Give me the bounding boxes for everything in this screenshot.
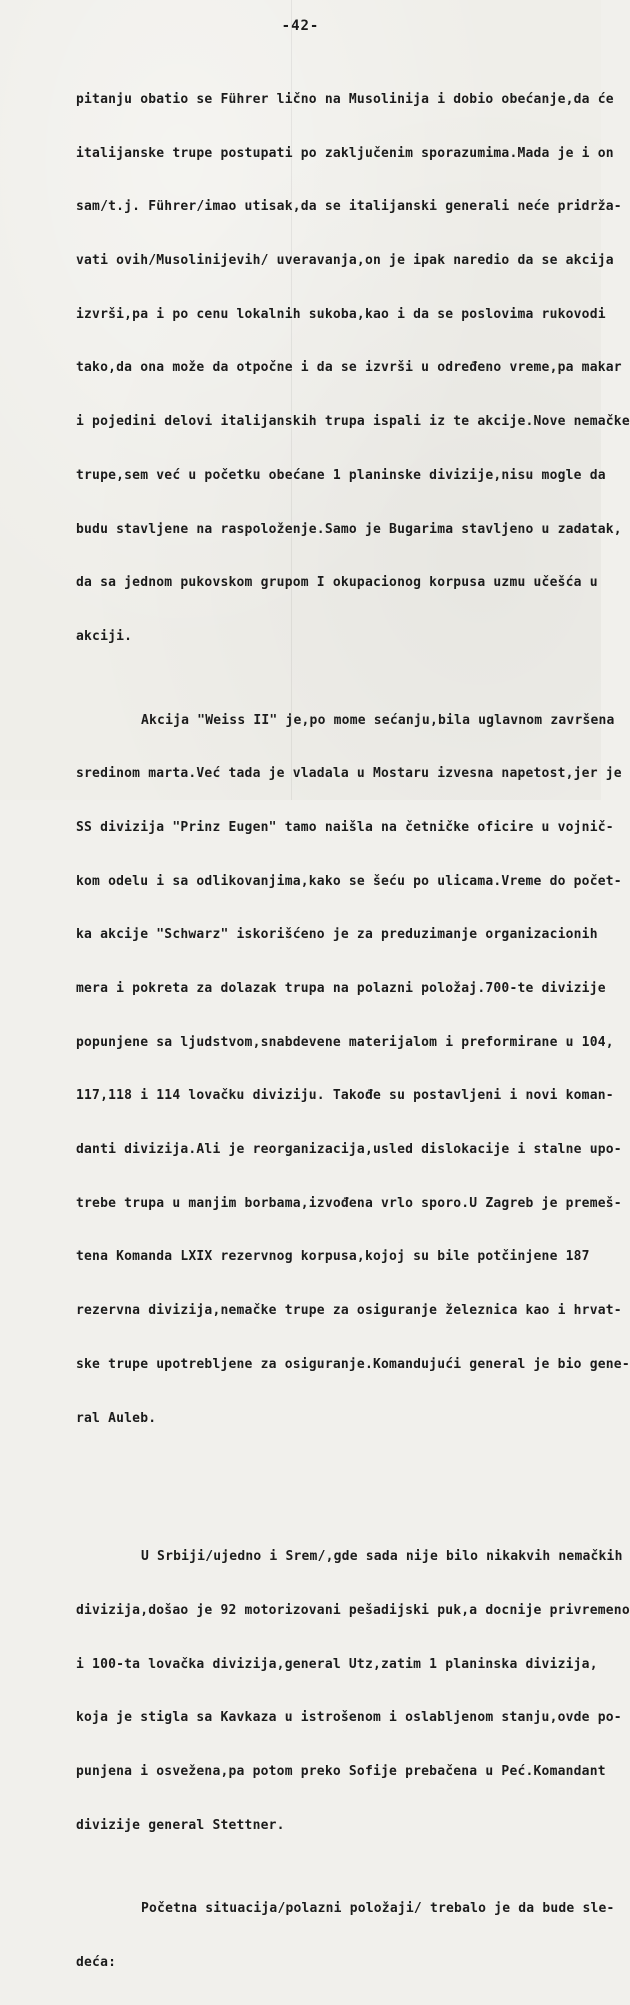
text-line: da sa jednom pukovskom grupom I okupacionog korpusa uzmu učešća u <box>76 575 598 591</box>
text-line: trupe,sem već u početku obećane 1 planinske divizije,nisu mogle da <box>76 467 606 483</box>
text-line-indented: Akcija "Weiss II" je,po mome sećanju,bila uglavnom završena <box>141 712 615 728</box>
text-line: 117,118 i 114 lovačku diviziju. Takođe su postavljeni i novi koman- <box>76 1088 614 1104</box>
text-line: rezervna divizija,nemačke trupe za osiguranje železnica kao i hrvat- <box>76 1303 622 1319</box>
text-line: i pojedini delovi italijanskih trupa ispali iz te akcije.Nove nemačke <box>76 414 630 430</box>
text-line: danti divizija.Ali je reorganizacija,usled dislokacije i stalne upo- <box>76 1142 622 1158</box>
text-line: popunjene sa ljudstvom,snabdevene materijalom i preformirane u 104, <box>76 1034 614 1050</box>
text-line-indented: U Srbiji/ujedno i Srem/,gde sada nije bilo nikakvih nemačkih <box>141 1549 623 1565</box>
text-line: ka akcije "Schwarz" iskorišćeno je za preduzimanje organizacionih <box>76 927 598 943</box>
text-line: deća: <box>76 1955 117 1970</box>
text-line: mera i pokreta za dolazak trupa na polazni položaj.700-te divizije <box>76 981 606 996</box>
text-line: SS divizija "Prinz Eugen" tamo naišla na četničke oficire u vojnič- <box>76 819 614 835</box>
text-line: kom odelu i sa odlikovanjima,kako se šeću po ulicama.Vreme do počet- <box>76 873 622 889</box>
text-line: budu stavljene na raspoloženje.Samo je Bugarima stavljeno u zadatak, <box>76 521 622 537</box>
text-line: tako,da ona može da otpočne i da se izvrši u određeno vreme,pa makar <box>76 360 622 376</box>
text-line: pitanju obatio se Führer lično na Musolinija i dobio obećanje,da će <box>76 92 614 107</box>
paragraph-gap <box>76 1475 598 1485</box>
text-line: koja je stigla sa Kavkaza u istrošenom i oslabljenom stanju,ovde po- <box>76 1710 622 1726</box>
text-line: ske trupe upotrebljene za osiguranje.Komandujući general je bio gene- <box>76 1356 630 1372</box>
text-line: punjena i osvežena,pa potom preko Sofije prebačena u Peć.Komandant <box>76 1763 606 1779</box>
text-line: sredinom marta.Već tada je vladala u Mostaru izvesna napetost,jer je <box>76 766 622 782</box>
text-line: italijanske trupe postupati po zaključenim sporazumima.Mada je i on <box>76 145 614 161</box>
text-line: tena Komanda LXIX rezervnog korpusa,kojoj su bile potčinjene 187 <box>76 1249 590 1265</box>
text-line: divizija,došao je 92 motorizovani pešadijski puk,a docnije privremeno <box>76 1602 630 1618</box>
text-line-indented: Početna situacija/polazni položaji/ trebalo je da bude sle- <box>141 1901 615 1917</box>
text-line: akciji. <box>76 628 133 644</box>
text-line: ral Auleb. <box>76 1410 157 1426</box>
text-line: izvrši,pa i po cenu lokalnih sukoba,kao i da se poslovima rukovodi <box>76 306 606 322</box>
text-line: i 100-ta lovačka divizija,general Utz,zatim 1 planinska divizija, <box>76 1656 598 1672</box>
text-line: sam/t.j. Führer/imao utisak,da se italijanski generali neće pridrža- <box>76 199 622 215</box>
text-line: divizije general Stettner. <box>76 1817 285 1833</box>
page-number: -42- <box>281 18 320 34</box>
text-line: trebe trupa u manjim borbama,izvođena vrlo sporo.U Zagreb je premeš- <box>76 1195 622 1211</box>
text-line: vati ovih/Musolinijevih/ uveravanja,on je ipak naredio da se akcija <box>76 253 614 269</box>
typed-text-body <box>76 43 630 2005</box>
